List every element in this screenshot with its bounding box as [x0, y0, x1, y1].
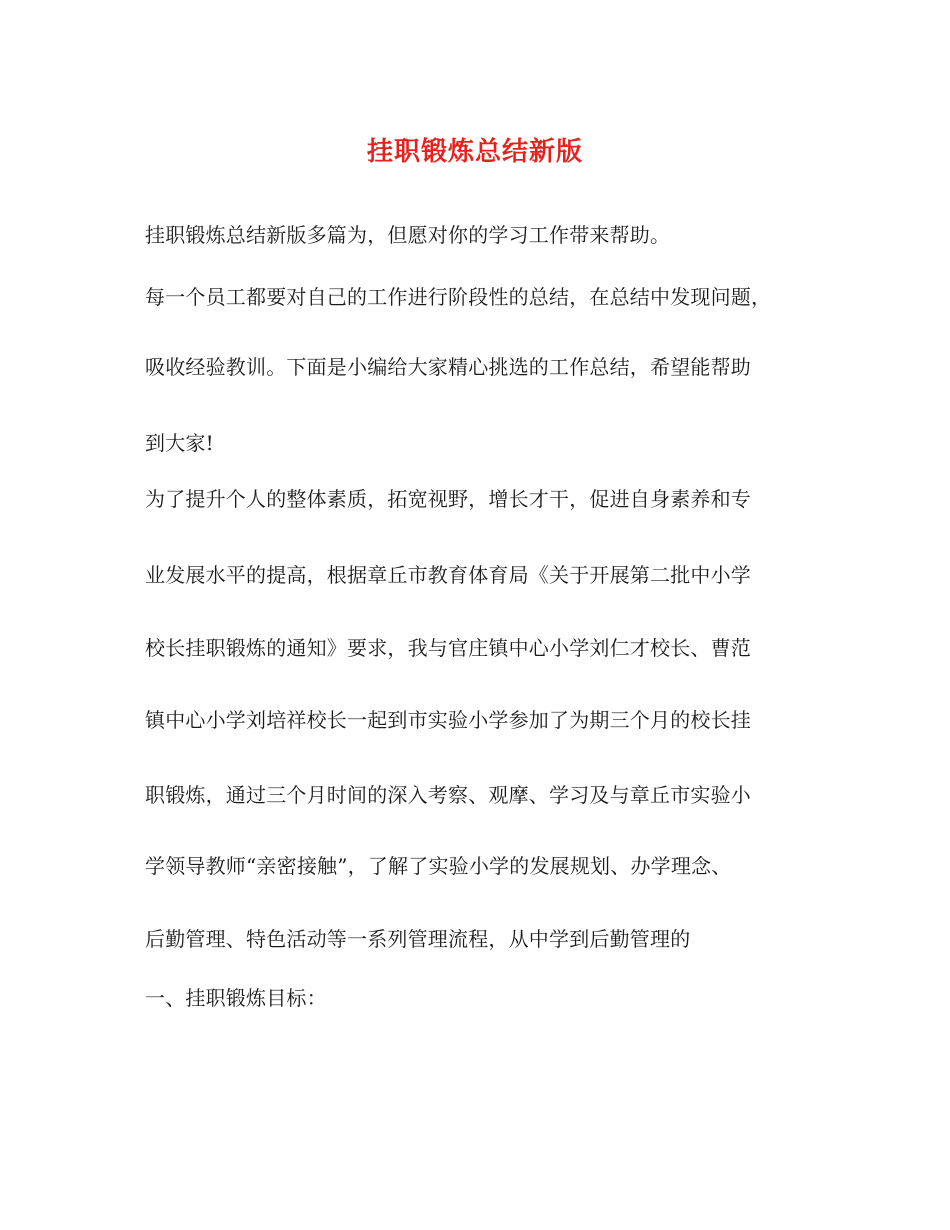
paragraph-line: 校长挂职锻炼的通知》要求，我与官庄镇中心小学刘仁才校长、曹范 [145, 636, 751, 660]
paragraph-line: 每一个员工都要对自己的工作进行阶段性的总结，在总结中发现问题， [145, 285, 772, 309]
intro-line: 挂职锻炼总结新版多篇为，但愿对你的学习工作带来帮助。 [145, 223, 671, 247]
section-heading: 一、挂职锻炼目标： [145, 986, 327, 1010]
paragraph-line: 职锻炼，通过三个月时间的深入考察、观摩、学习及与章丘市实验小 [145, 783, 751, 807]
paragraph-line: 后勤管理、特色活动等一系列管理流程，从中学到后勤管理的 [145, 927, 691, 951]
paragraph-line: 为了提升个人的整体素质，拓宽视野，增长才干，促进自身素养和专 [145, 487, 751, 511]
paragraph-line: 吸收经验教训。下面是小编给大家精心挑选的工作总结，希望能帮助 [145, 355, 751, 379]
document-title: 挂职锻炼总结新版 [366, 137, 583, 167]
paragraph-line: 镇中心小学刘培祥校长一起到市实验小学参加了为期三个月的校长挂 [145, 708, 751, 732]
paragraph-line: 业发展水平的提高，根据章丘市教育体育局《关于开展第二批中小学 [145, 563, 751, 587]
paragraph-line: 到大家! [145, 431, 214, 455]
paragraph-line: 学领导教师“亲密接触”，了解了实验小学的发展规划、办学理念、 [145, 854, 732, 878]
